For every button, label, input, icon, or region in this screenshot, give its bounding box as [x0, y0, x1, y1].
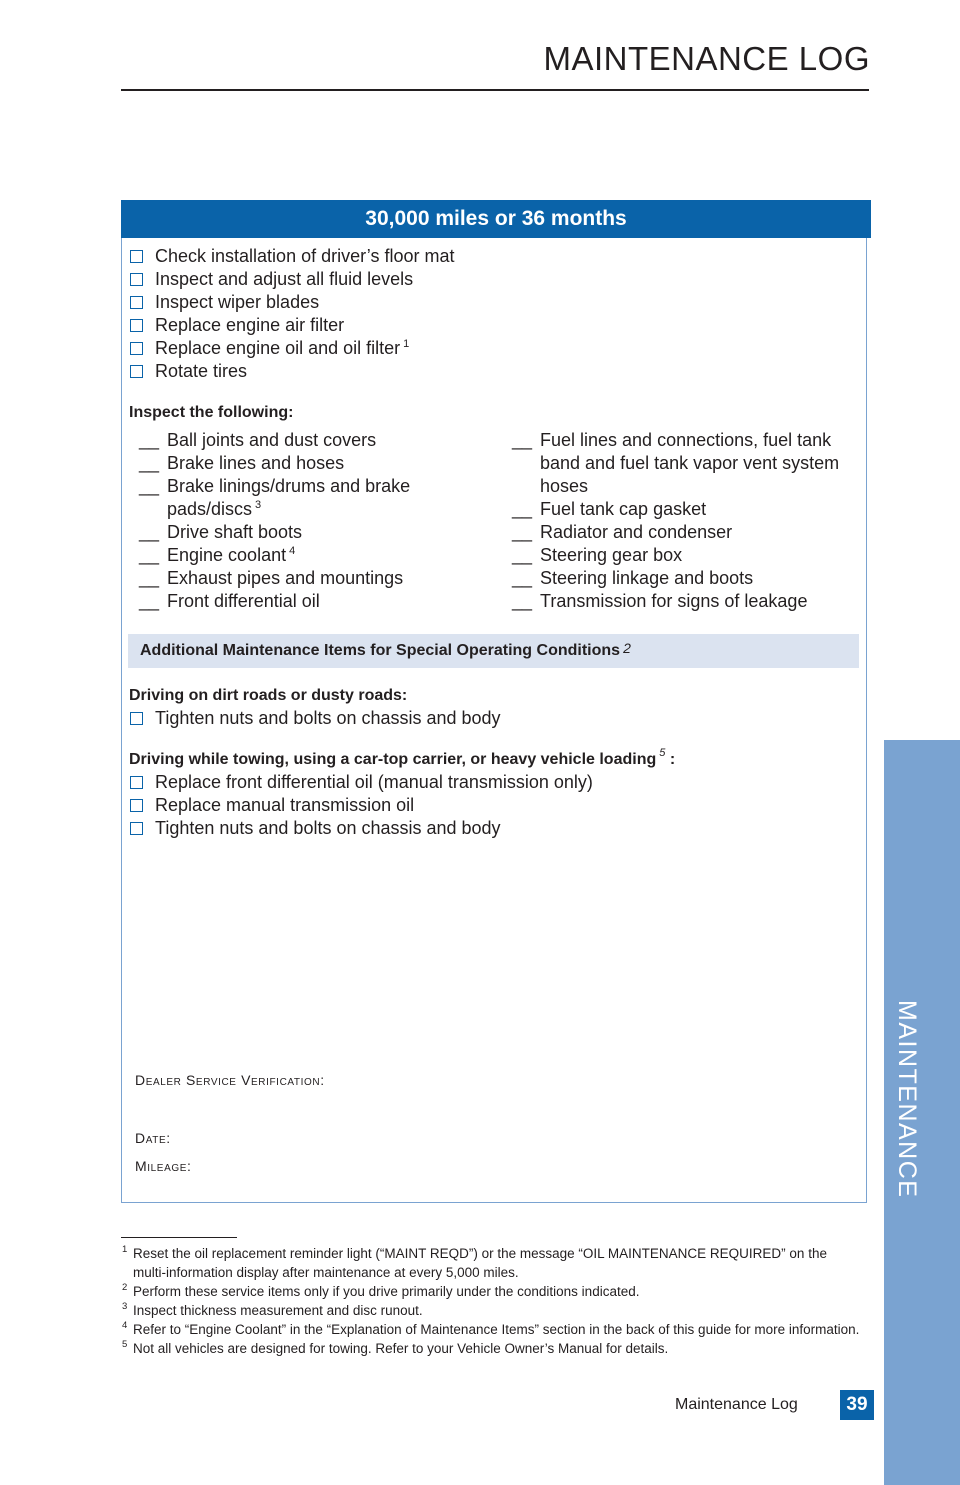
- task-item[interactable]: [128, 771, 593, 794]
- footnote: 3 Inspect thickness measurement and disc runout.: [122, 1301, 423, 1318]
- checkbox[interactable]: [130, 822, 143, 835]
- task-label: Inspect wiper blades: [155, 292, 320, 312]
- title-rule: [121, 89, 869, 91]
- inspect-item: __ Ball joints and dust covers: [139, 430, 377, 450]
- footer-section-label: Maintenance Log: [675, 1396, 798, 1413]
- inspect-item: __ Radiator and condenser: [512, 522, 733, 542]
- inspect-item: __ Steering linkage and boots: [512, 568, 754, 588]
- checkbox[interactable]: [130, 712, 143, 725]
- blank-line[interactable]: __: [139, 545, 160, 565]
- blank-line[interactable]: __: [512, 545, 533, 565]
- inspect-list-right: [512, 429, 862, 613]
- blank-line[interactable]: __: [139, 476, 160, 496]
- inspect-item: __ Transmission for signs of leakage: [512, 591, 808, 611]
- inspect-item: __ Front differential oil: [139, 591, 320, 611]
- footnote-ref: 5: [659, 747, 666, 759]
- dirt-roads-heading: Driving on dirt roads or dusty roads:: [129, 687, 408, 704]
- task-label: Inspect and adjust all fluid levels: [155, 269, 414, 289]
- checkbox[interactable]: [130, 776, 143, 789]
- task-label: Tighten nuts and bolts on chassis and body: [155, 708, 501, 728]
- inspect-item: __ Brake lines and hoses: [139, 453, 345, 473]
- task-label: Rotate tires: [155, 361, 248, 381]
- footnote-ref: 4: [289, 545, 296, 557]
- inspect-list-left: [139, 429, 469, 613]
- footnote-rule: [121, 1237, 237, 1238]
- inspect-item: __ Fuel lines and connections, fuel tank band and fuel tank vapor vent system hoses: [512, 430, 840, 496]
- footnote: 4 Refer to “Engine Coolant” in the “Explanation of Maintenance Items” section in the back of this guide for more information.: [122, 1320, 860, 1337]
- inspect-item: __ Steering gear box: [512, 545, 683, 565]
- task-label: Replace engine air filter: [155, 315, 345, 335]
- footnotes: [121, 1244, 861, 1358]
- task-item[interactable]: [128, 794, 593, 817]
- task-item[interactable]: [128, 314, 454, 337]
- task-item[interactable]: [128, 245, 454, 268]
- footnote: 5 Not all vehicles are designed for towing. Refer to your Vehicle Owner’s Manual for details.: [122, 1339, 669, 1356]
- dirt-roads-list: [128, 707, 501, 730]
- checkbox[interactable]: [130, 319, 143, 332]
- task-item[interactable]: [128, 707, 501, 730]
- page-title: MAINTENANCE LOG: [543, 40, 870, 77]
- inspect-item: __ Drive shaft boots: [139, 522, 303, 542]
- blank-line[interactable]: __: [139, 568, 160, 588]
- inspect-item: __ Brake linings/drums and brake pads/discs $^3$: [139, 476, 411, 519]
- checkbox[interactable]: [130, 799, 143, 812]
- inspect-item: __ Fuel tank cap gasket: [512, 499, 707, 519]
- blank-line[interactable]: __: [139, 522, 160, 542]
- checkbox[interactable]: [130, 296, 143, 309]
- task-item[interactable]: [128, 291, 454, 314]
- additional-items-banner: Additional Maintenance Items for Special Operating Conditions $^2$: [128, 634, 859, 668]
- interval-header: 30,000 miles or 36 months: [121, 200, 871, 238]
- blank-line[interactable]: __: [512, 430, 533, 450]
- blank-line[interactable]: __: [512, 522, 533, 542]
- mileage-label: Mileage:: [135, 1158, 192, 1174]
- towing-heading: Driving while towing, using a car-top carrier, or heavy vehicle loading $^5$ :: [129, 747, 676, 768]
- page-number: 39: [840, 1390, 874, 1420]
- task-label: Check installation of driver’s floor mat: [155, 246, 455, 266]
- footnote-ref: 1: [403, 338, 410, 350]
- checkbox[interactable]: [130, 250, 143, 263]
- checkbox[interactable]: [130, 342, 143, 355]
- footnote-ref: 3: [255, 499, 262, 511]
- towing-list: [128, 771, 593, 840]
- blank-line[interactable]: __: [512, 591, 533, 611]
- task-item[interactable]: [128, 360, 454, 383]
- blank-line[interactable]: __: [139, 591, 160, 611]
- task-item[interactable]: [128, 337, 454, 360]
- checkbox[interactable]: [130, 365, 143, 378]
- task-list: [128, 245, 454, 383]
- checkbox[interactable]: [130, 273, 143, 286]
- task-label: Replace manual transmission oil: [155, 795, 415, 815]
- task-item[interactable]: [128, 817, 593, 840]
- dealer-verification-label: Dealer Service Verification:: [135, 1072, 325, 1088]
- footnote: 1 Reset the oil replacement reminder light (“MAINT REQD”) or the message “OIL MAINTENANCE REQUIRED” on the multi-information display after maintenance at every 5,000 miles.: [122, 1244, 827, 1280]
- inspect-item: __ Exhaust pipes and mountings: [139, 568, 404, 588]
- inspect-heading: Inspect the following:: [129, 404, 294, 421]
- task-label: Replace front differential oil (manual transmission only): [155, 772, 593, 792]
- blank-line[interactable]: __: [139, 453, 160, 473]
- task-label: Tighten nuts and bolts on chassis and body: [155, 818, 501, 838]
- footnote-ref: 2: [623, 640, 631, 656]
- task-label: Replace engine oil and oil filter: [155, 338, 401, 358]
- footnote: 2 Perform these service items only if you drive primarily under the conditions indicated.: [122, 1282, 640, 1299]
- side-tab-label: MAINTENANCE: [893, 1000, 921, 1199]
- date-label: Date:: [135, 1130, 171, 1146]
- blank-line[interactable]: __: [139, 430, 160, 450]
- inspect-item: __ Engine coolant $^4$: [139, 545, 296, 565]
- blank-line[interactable]: __: [512, 568, 533, 588]
- task-item[interactable]: [128, 268, 454, 291]
- blank-line[interactable]: __: [512, 499, 533, 519]
